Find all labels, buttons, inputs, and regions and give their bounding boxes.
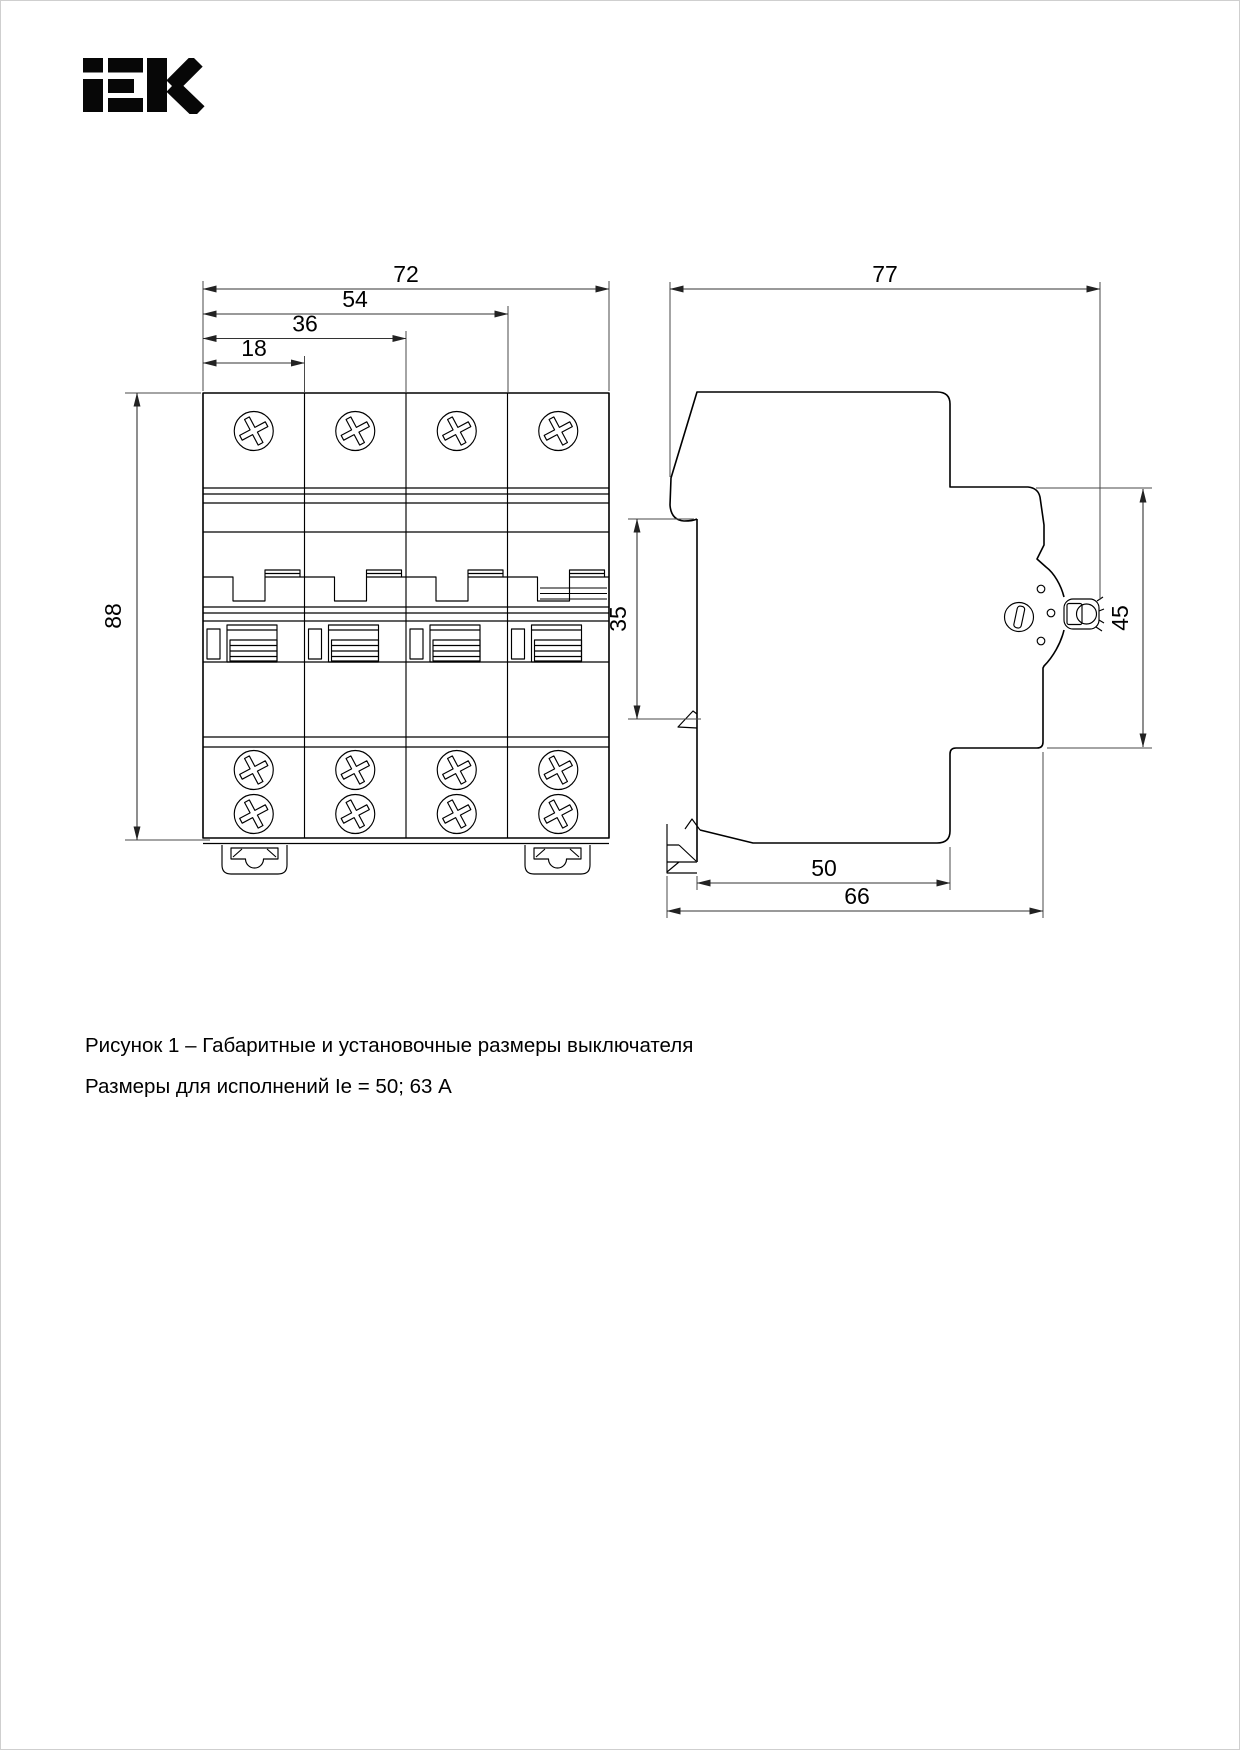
face-holes: [1037, 585, 1055, 645]
dim-label-din-recess: 35: [605, 606, 632, 632]
caption-line-2: Размеры для исполнений Ie = 50; 63 А: [85, 1074, 452, 1098]
dim-label-one-module: 18: [241, 335, 267, 361]
extension-lines: [125, 281, 1152, 918]
dim-label-height: 88: [100, 603, 127, 629]
phillips-screw-icon: [234, 794, 273, 833]
phillips-screw-icon: [539, 411, 578, 450]
module-separators: [305, 393, 508, 838]
phillips-screw-icon: [234, 750, 273, 789]
phillips-screw-icon: [539, 794, 578, 833]
phillips-screw-icon: [336, 411, 375, 450]
dim-label-base-depth: 66: [844, 883, 870, 909]
dimension-labels: [100, 261, 1133, 909]
din-claw-bottom: [667, 819, 700, 873]
front-view: [203, 393, 609, 874]
dimension-lines: [125, 281, 1152, 918]
phillips-screw-icon: [437, 411, 476, 450]
dim-label-lower-depth: 50: [811, 855, 837, 881]
phillips-screw-icon: [234, 411, 273, 450]
phillips-screw-icon: [539, 750, 578, 789]
din-rail-clips: [222, 845, 590, 874]
dim-label-total-width: 72: [393, 261, 419, 287]
phillips-screw-icon: [336, 794, 375, 833]
dim-label-three-modules: 54: [342, 286, 368, 312]
phillips-screw-icon: [437, 794, 476, 833]
caption-line-1: Рисунок 1 – Габаритные и установочные размеры выключателя: [85, 1034, 694, 1057]
pivot-screw-icon: [1005, 603, 1034, 632]
side-view: [667, 392, 1104, 873]
figure-caption: [85, 1032, 693, 1113]
phillips-screw-icon: [336, 750, 375, 789]
phillips-screw-icon: [437, 750, 476, 789]
toggle-handles-band: [207, 625, 582, 662]
dim-label-two-modules: 36: [292, 310, 318, 337]
pivot-screw-slot: [1013, 606, 1025, 629]
toggle-handle: [1064, 597, 1104, 631]
dim-label-front-height: 45: [1107, 605, 1134, 631]
dim-label-total-depth: 77: [872, 261, 898, 287]
